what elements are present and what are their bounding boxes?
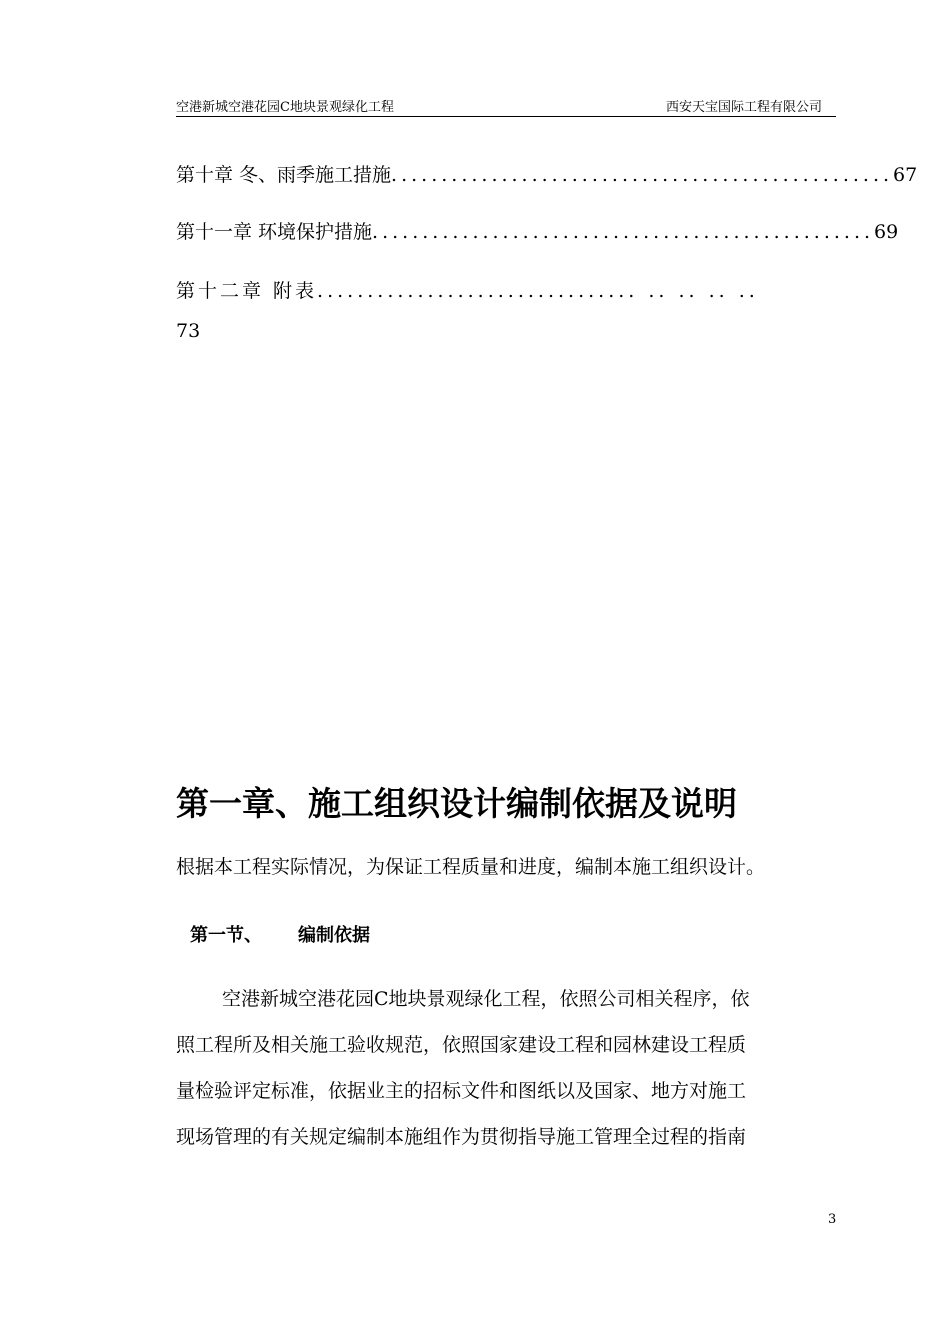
page-number: 3	[828, 1212, 837, 1227]
section-number: 第一节、	[190, 925, 262, 946]
toc-leader-dots: ..................................................	[391, 164, 894, 186]
intro-paragraph: 根据本工程实际情况，为保证工程质量和进度，编制本施工组织设计。	[176, 856, 766, 878]
toc-leader-dots: ..................................................	[372, 221, 875, 243]
toc-entry-title: 第十章 冬、雨季施工措施	[176, 164, 392, 186]
body-paragraph-line: 量检验评定标准，依据业主的招标文件和图纸以及国家、地方对施工	[176, 1080, 747, 1102]
section-title: 编制依据	[298, 925, 370, 946]
header-project-name: 空港新城空港花园C地块景观绿化工程	[176, 100, 394, 115]
toc-entry-title: 第十二章 附表	[176, 280, 318, 302]
header-company-name: 西安天宝国际工程有限公司	[665, 100, 822, 115]
toc-leader-dots: ................................ .. .. .. ..	[317, 280, 759, 302]
toc-entry[interactable]	[176, 276, 852, 302]
body-paragraph-line: 现场管理的有关规定编制本施组作为贯彻指导施工管理全过程的指南	[176, 1126, 747, 1148]
section-heading	[190, 921, 370, 947]
toc-entry[interactable]	[176, 160, 918, 186]
toc-entry-page: 69	[874, 221, 899, 243]
body-paragraph-line: 空港新城空港花园C地块景观绿化工程，依照公司相关程序，依	[222, 988, 750, 1010]
body-paragraph-line: 照工程所及相关施工验收规范，依照国家建设工程和园林建设工程质	[176, 1034, 747, 1056]
toc-entry-page: 67	[893, 164, 918, 186]
chapter-title: 第一章、施工组织设计编制依据及说明	[176, 784, 737, 823]
toc-entry-title: 第十一章 环境保护措施	[176, 221, 373, 243]
page-header	[176, 94, 836, 117]
toc-entry[interactable]	[176, 217, 899, 243]
toc-entry-page: 73	[176, 320, 201, 342]
